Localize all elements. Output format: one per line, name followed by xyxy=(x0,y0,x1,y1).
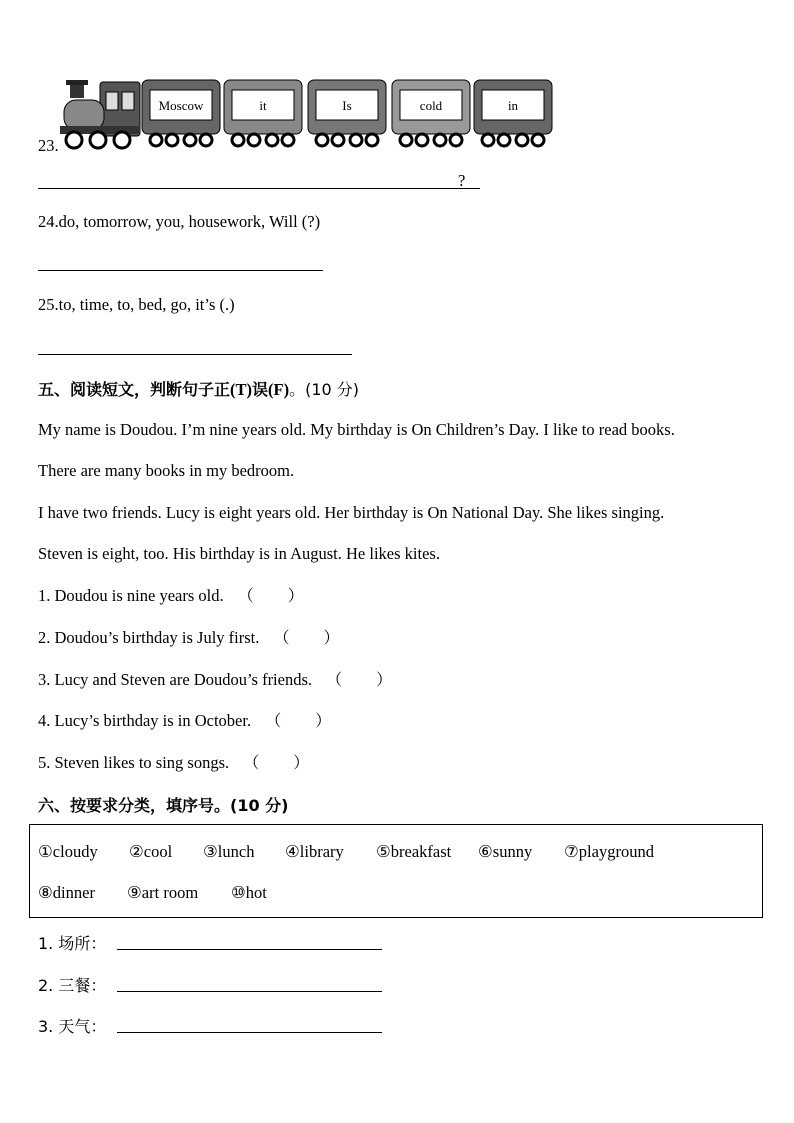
car-word-5: in xyxy=(507,98,519,113)
tf-answer-paren-5[interactable]: （ ） xyxy=(243,753,310,772)
category-label-1: 1. 场所： xyxy=(38,934,107,953)
tf-answer-paren-1[interactable]: （ ） xyxy=(237,586,304,605)
car-word-1: Moscow xyxy=(158,98,204,113)
category-answer-line-3[interactable] xyxy=(117,1032,382,1033)
category-label-2: 2. 三餐： xyxy=(38,976,107,995)
q23-question-mark: ? xyxy=(458,171,466,190)
section5-heading-t: (T) xyxy=(230,380,253,399)
word-item-5: ⑤breakfast xyxy=(376,842,452,861)
train-car-2 xyxy=(224,80,302,146)
word-item-9: ⑨art room xyxy=(127,883,199,902)
q25-answer-line[interactable] xyxy=(38,354,352,355)
car-word-2: it xyxy=(259,98,267,113)
word-bank-box xyxy=(29,824,763,918)
category-answer-line-2[interactable] xyxy=(117,991,382,992)
tf-question-5-text: 5. Steven likes to sing songs. xyxy=(38,753,230,772)
section5-heading-score: 。(10 分) xyxy=(289,380,360,399)
tf-question-4 xyxy=(38,711,331,731)
q23-answer-line[interactable] xyxy=(38,188,480,189)
q24-answer-line[interactable] xyxy=(38,270,323,271)
word-item-4: ④library xyxy=(285,842,344,861)
tf-answer-paren-2[interactable]: （ ） xyxy=(273,628,340,647)
tf-question-1 xyxy=(38,586,304,606)
word-item-6: ⑥sunny xyxy=(478,842,533,861)
word-item-2: ②cool xyxy=(129,842,173,861)
car-word-4: cold xyxy=(419,98,443,113)
section5-heading-cn: 五、阅读短文，判断句子正 xyxy=(38,380,231,399)
train-car-5 xyxy=(474,80,552,146)
section6-heading: 六、按要求分类，填序号。(10 分) xyxy=(38,796,289,815)
passage-line-1: My name is Doudou. I’m nine years old. My birthday is On Children’s Day. I like to read books. xyxy=(38,420,675,439)
passage-line-2: There are many books in my bedroom. xyxy=(38,461,295,480)
q23-number: 23. xyxy=(38,136,59,155)
passage-line-4: Steven is eight, too. His birthday is in August. He likes kites. xyxy=(38,544,440,563)
train-car-1 xyxy=(142,80,220,146)
tf-question-5 xyxy=(38,753,309,773)
word-item-3: ③lunch xyxy=(203,842,255,861)
train-car-4 xyxy=(392,80,470,146)
section5-heading xyxy=(38,377,359,400)
q24-prompt: 24.do, tomorrow, you, housework, Will (?) xyxy=(38,212,321,231)
passage-line-3: I have two friends. Lucy is eight years old. Her birthday is On National Day. She likes singing. xyxy=(38,503,665,522)
word-item-7: ⑦playground xyxy=(564,842,654,861)
locomotive-icon xyxy=(60,80,140,148)
train-illustration xyxy=(60,78,560,155)
category-answer-line-1[interactable] xyxy=(117,949,382,950)
word-item-1: ①cloudy xyxy=(38,842,98,861)
tf-question-3 xyxy=(38,670,392,690)
tf-question-2-text: 2. Doudou’s birthday is July first. xyxy=(38,628,260,647)
car-word-3: Is xyxy=(342,98,352,113)
section5-heading-cn2: 误 xyxy=(252,380,269,399)
word-item-10: ⑩hot xyxy=(231,883,267,902)
tf-question-2 xyxy=(38,628,340,648)
tf-answer-paren-3[interactable]: （ ） xyxy=(326,670,393,689)
tf-question-1-text: 1. Doudou is nine years old. xyxy=(38,586,224,605)
word-item-8: ⑧dinner xyxy=(38,883,95,902)
tf-question-4-text: 4. Lucy’s birthday is in October. xyxy=(38,711,252,730)
q25-prompt: 25.to, time, to, bed, go, it’s (.) xyxy=(38,295,235,314)
section5-heading-f: (F) xyxy=(268,380,290,399)
train-car-3 xyxy=(308,80,386,146)
category-label-3: 3. 天气： xyxy=(38,1017,107,1036)
tf-question-3-text: 3. Lucy and Steven are Doudou’s friends. xyxy=(38,670,313,689)
tf-answer-paren-4[interactable]: （ ） xyxy=(265,711,332,730)
